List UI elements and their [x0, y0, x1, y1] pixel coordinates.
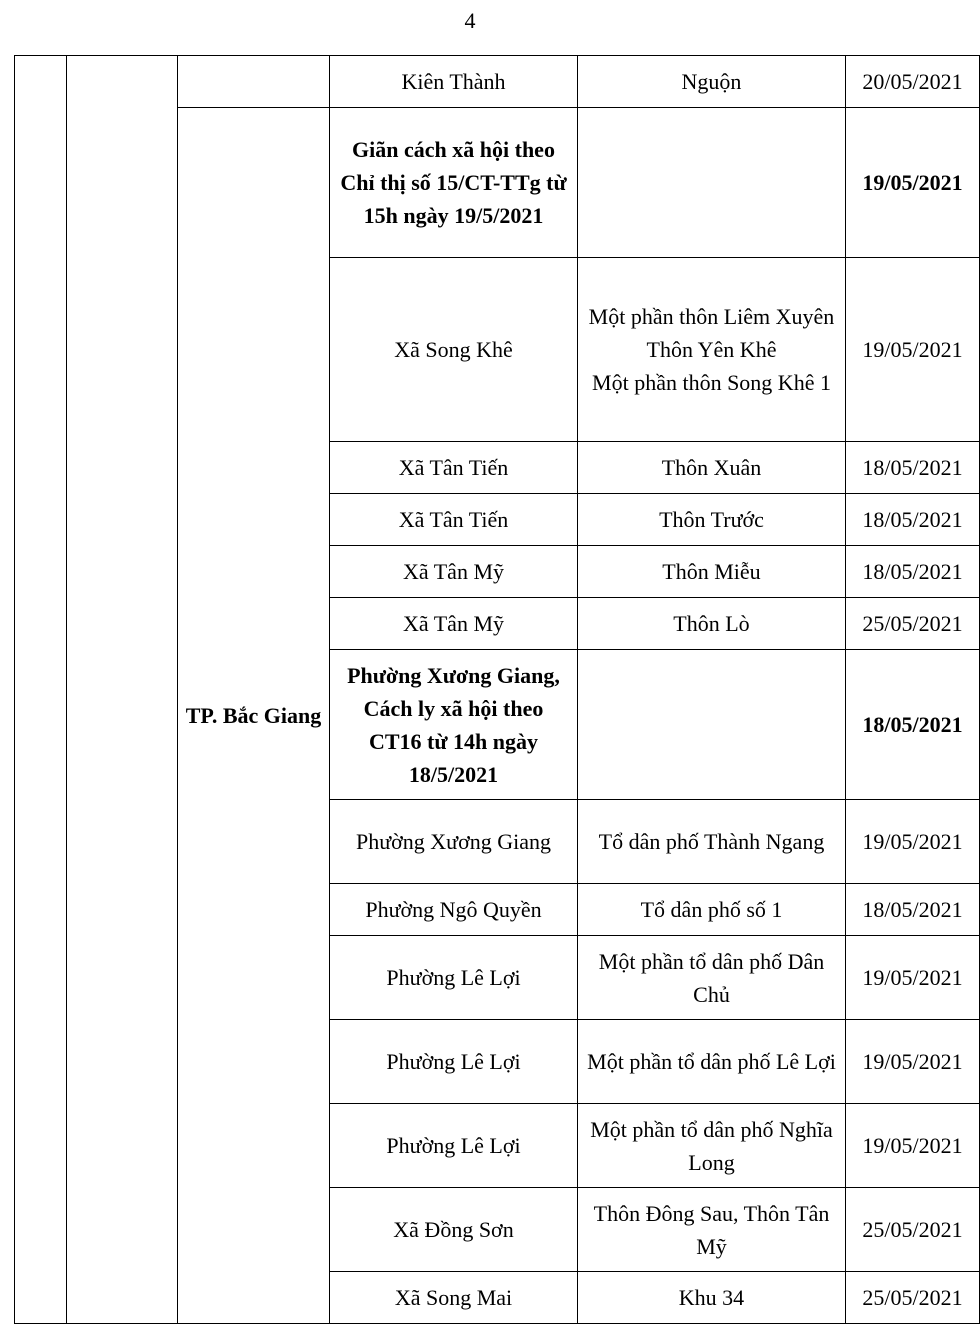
outbreak-areas-table	[14, 55, 980, 1324]
prev-district-cell	[178, 56, 330, 108]
commune-cell: Xã Đồng Sơn	[330, 1188, 578, 1272]
date-cell: 20/05/2021	[846, 56, 980, 108]
commune-cell: Phường Lê Lợi	[330, 1104, 578, 1188]
commune-cell: Xã Song Mai	[330, 1272, 578, 1324]
area-cell: Một phần tổ dân phố Dân Chủ	[578, 936, 846, 1020]
commune-cell: Giãn cách xã hội theo Chỉ thị số 15/CT-TTg từ 15h ngày 19/5/2021	[330, 108, 578, 258]
page-number: 4	[464, 8, 476, 33]
commune-cell: Xã Tân Mỹ	[330, 598, 578, 650]
commune-cell: Phường Lê Lợi	[330, 1020, 578, 1104]
date-cell: 19/05/2021	[846, 1104, 980, 1188]
commune-cell: Phường Lê Lợi	[330, 936, 578, 1020]
area-cell: Thôn Lò	[578, 598, 846, 650]
area-cell: Nguộn	[578, 56, 846, 108]
commune-cell: Xã Tân Mỹ	[330, 546, 578, 598]
date-cell: 18/05/2021	[846, 650, 980, 800]
stt-cell	[15, 56, 67, 1324]
date-cell: 25/05/2021	[846, 1188, 980, 1272]
area-cell: Một phần tổ dân phố Nghĩa Long	[578, 1104, 846, 1188]
date-cell: 25/05/2021	[846, 1272, 980, 1324]
area-cell: Tổ dân phố số 1	[578, 884, 846, 936]
district-cell: TP. Bắc Giang	[178, 108, 330, 1324]
date-cell: 18/05/2021	[846, 884, 980, 936]
commune-cell: Phường Xương Giang	[330, 800, 578, 884]
area-cell: Một phần thôn Liêm Xuyên Thôn Yên Khê Một phần thôn Song Khê 1	[578, 258, 846, 442]
area-cell: Tổ dân phố Thành Ngang	[578, 800, 846, 884]
date-cell: 19/05/2021	[846, 936, 980, 1020]
date-cell: 19/05/2021	[846, 258, 980, 442]
date-cell: 25/05/2021	[846, 598, 980, 650]
area-cell: Thôn Miễu	[578, 546, 846, 598]
commune-cell: Kiên Thành	[330, 56, 578, 108]
date-cell: 19/05/2021	[846, 1020, 980, 1104]
date-cell: 19/05/2021	[846, 800, 980, 884]
commune-cell: Xã Tân Tiến	[330, 494, 578, 546]
area-cell: Thôn Xuân	[578, 442, 846, 494]
area-cell: Khu 34	[578, 1272, 846, 1324]
date-cell: 18/05/2021	[846, 494, 980, 546]
date-cell: 19/05/2021	[846, 108, 980, 258]
province-cell	[67, 56, 178, 1324]
area-cell: Một phần tổ dân phố Lê Lợi	[578, 1020, 846, 1104]
area-cell	[578, 650, 846, 800]
date-cell: 18/05/2021	[846, 442, 980, 494]
area-cell: Thôn Trước	[578, 494, 846, 546]
area-cell	[578, 108, 846, 258]
date-cell: 18/05/2021	[846, 546, 980, 598]
commune-cell: Phường Xương Giang, Cách ly xã hội theo CT16 từ 14h ngày 18/5/2021	[330, 650, 578, 800]
commune-cell: Xã Song Khê	[330, 258, 578, 442]
table-row	[15, 56, 980, 108]
commune-cell: Xã Tân Tiến	[330, 442, 578, 494]
commune-cell: Phường Ngô Quyền	[330, 884, 578, 936]
area-cell: Thôn Đông Sau, Thôn Tân Mỹ	[578, 1188, 846, 1272]
